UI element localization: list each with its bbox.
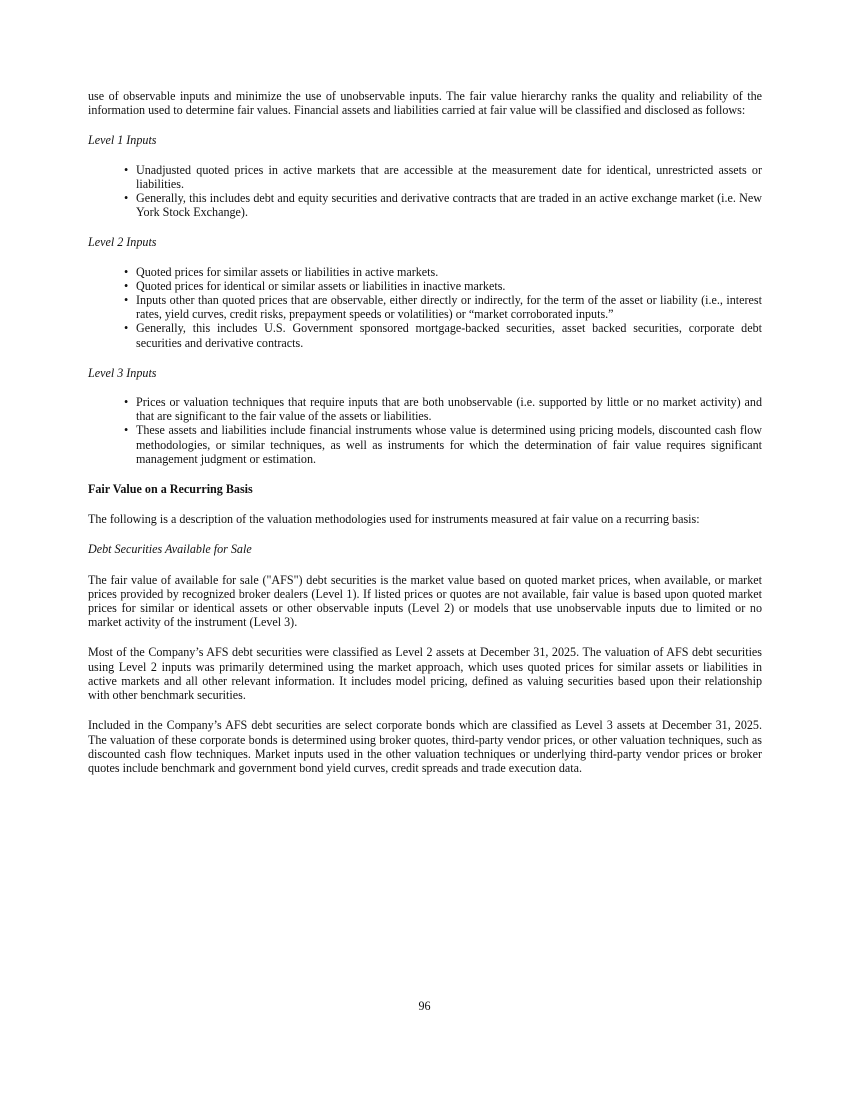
intro-paragraph: use of observable inputs and minimize the use of unobservable inputs. The fair value hierarchy ranks the quality and reliability of the information used to determine fair values. Financial assets and liabilities carried at fair value will be classified and disclosed as follows: [88,89,762,118]
bullet-text: Inputs other than quoted prices that are observable, either directly or indirectly, for the term of the asset or liability (i.e., interest rates, yield curves, credit risks, prepayment speeds or volatilities) or “market corroborated inputs.” [136,293,762,322]
afs-subheading: Debt Securities Available for Sale [88,542,252,557]
list-item [88,395,762,423]
list-item [88,163,762,191]
bullet-text: These assets and liabilities include financial instruments whose value is determined using pricing models, discounted cash flow methodologies, or similar techniques, as well as instruments for which the determination of fair value requires significant management judgment or estimation. [136,423,762,466]
level2-heading: Level 2 Inputs [88,235,157,250]
bullet-text: Quoted prices for similar assets or liabilities in active markets. [136,264,439,279]
bullet-text: Quoted prices for identical or similar assets or liabilities in inactive markets. [136,278,506,293]
level1-heading: Level 1 Inputs [88,133,157,148]
level2-bullet-list [88,265,762,350]
bullet-icon: • [124,423,129,438]
bullet-text: Generally, this includes debt and equity securities and derivative contracts that are traded in an active exchange market (i.e. New York Stock Exchange). [136,191,762,220]
afs-paragraph-3: Included in the Company’s AFS debt securities are select corporate bonds which are classified as Level 3 assets at December 31, 2025. The valuation of these corporate bonds is determined using broker quotes, third-party vendor prices, or other valuation techniques, such as discounted cash flow techniques. Market inputs used in the other valuation techniques or underlying third-party vendor prices or broker quotes include benchmark and government bond yield curves, credit spreads and trade execution data. [88,718,762,775]
bullet-icon: • [124,264,129,279]
bullet-text: Generally, this includes U.S. Government sponsored mortgage-backed securities, asset backed securities, corporate debt securities and derivative contracts. [136,321,762,350]
list-item [88,265,762,279]
list-item [88,279,762,293]
list-item [88,423,762,466]
list-item [88,321,762,349]
bullet-icon: • [124,191,129,206]
bullet-icon: • [124,395,129,410]
bullet-text: Unadjusted quoted prices in active markets that are accessible at the measurement date for identical, unrestricted assets or liabilities. [136,162,762,191]
recurring-description: The following is a description of the valuation methodologies used for instruments measured at fair value on a recurring basis: [88,512,700,527]
section-heading: Fair Value on a Recurring Basis [88,482,253,497]
document-page [88,89,762,775]
bullet-icon: • [124,162,129,177]
list-item [88,191,762,219]
afs-paragraph-2: Most of the Company’s AFS debt securities were classified as Level 2 assets at December 31, 2025. The valuation of AFS debt securities using Level 2 inputs was primarily determined using the market approach, which uses quoted prices for similar assets or liabilities in active markets and all other relevant information. It includes model pricing, defined as valuing securities based upon their relationship with other benchmark securities. [88,645,762,703]
bullet-icon: • [124,278,129,293]
page-number: 96 [418,999,431,1013]
bullet-icon: • [124,321,129,336]
afs-paragraph-1: The fair value of available for sale ("AFS") debt securities is the market value based on quoted market prices, when available, or market prices provided by recognized broker dealers (Level 1). If listed prices or quotes are not available, fair value is based upon quoted market prices for similar or identical assets or other observable inputs (Level 2) or models that use unobservable inputs due to limited or no market activity of the instrument (Level 3). [88,572,762,630]
level3-bullet-list [88,395,762,466]
level3-heading: Level 3 Inputs [88,365,157,380]
bullet-text: Prices or valuation techniques that require inputs that are both unobservable (i.e. supported by little or no market activity) and that are significant to the fair value of the assets or liabilities. [136,395,762,424]
level1-bullet-list [88,163,762,220]
bullet-icon: • [124,293,129,308]
list-item [88,293,762,321]
